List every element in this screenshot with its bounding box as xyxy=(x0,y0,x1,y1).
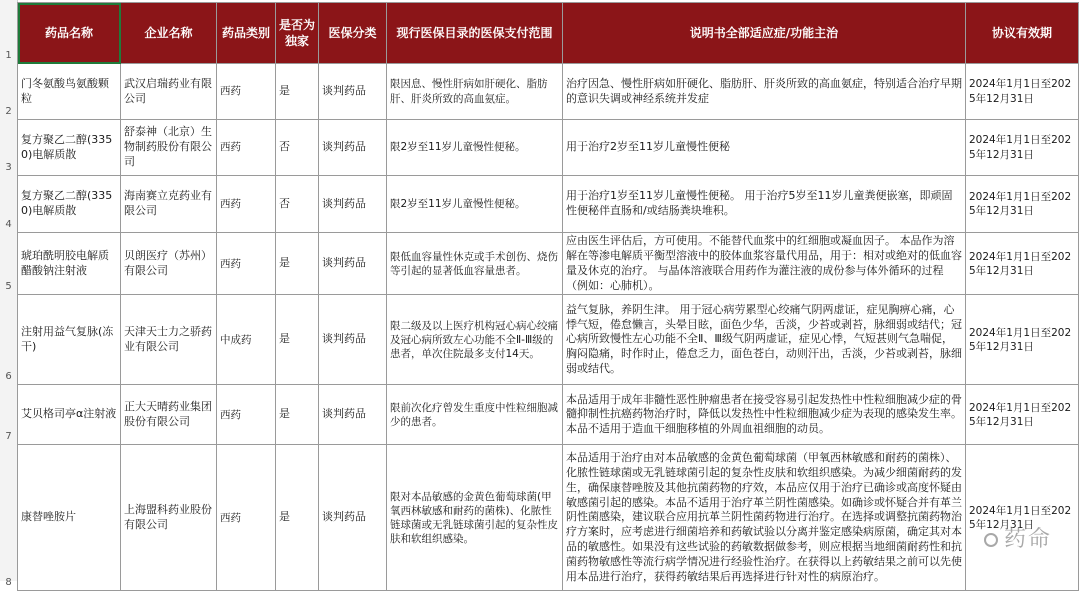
insurance-class-cell[interactable]: 谈判药品 xyxy=(319,120,387,176)
watermark-logo-icon xyxy=(984,533,998,547)
drug-table xyxy=(17,2,1079,591)
watermark xyxy=(984,522,1052,553)
company-cell[interactable]: 天津天士力之骄药业有限公司 xyxy=(121,295,217,385)
validity-period-cell[interactable]: 2024年1月1日至2025年12月31日 xyxy=(966,445,1079,591)
category-cell[interactable]: 西药 xyxy=(217,64,276,120)
exclusive-cell[interactable]: 否 xyxy=(276,176,319,233)
validity-period-cell[interactable]: 2024年1月1日至2025年12月31日 xyxy=(966,385,1079,445)
validity-period-cell[interactable]: 2024年1月1日至2025年12月31日 xyxy=(966,295,1079,385)
category-cell[interactable]: 西药 xyxy=(217,385,276,445)
payment-scope-cell[interactable]: 限低血容量性休克或手术创伤、烧伤等引起的显著低血容量患者。 xyxy=(387,233,563,295)
insurance-class-cell[interactable]: 谈判药品 xyxy=(319,295,387,385)
company-cell[interactable]: 武汉启瑞药业有限公司 xyxy=(121,64,217,120)
insurance-class-cell[interactable]: 谈判药品 xyxy=(319,385,387,445)
exclusive-cell[interactable]: 是 xyxy=(276,64,319,120)
exclusive-cell[interactable]: 是 xyxy=(276,385,319,445)
payment-scope-cell[interactable]: 限2岁至11岁儿童慢性便秘。 xyxy=(387,120,563,176)
column-header[interactable]: 药品名称 xyxy=(18,3,121,64)
table-row[interactable] xyxy=(18,176,1079,233)
indication-cell[interactable]: 本品适用于治疗由对本品敏感的金黄色葡萄球菌（甲氧西林敏感和耐药的菌株）、化脓性链球菌或无乳链球菌引起的复杂性皮肤和软组织感染。为减少细菌耐药的发生，确保康替唑胺及其他抗菌药物的疗效，本品应仅用于治疗已确诊或高度怀疑由敏感菌引起的感染。本品不适用于治疗革兰阴性菌感染。如确诊或怀疑合并有革兰阴性菌感染，建议联合应用抗革兰阴性菌药物进行治疗。在选择或调整抗菌药物治疗方案时，应考虑进行细菌培养和药敏试验以分离并鉴定感染病原菌，确定其对本品的敏感性。如果没有这些试验的药敏数据做参考，则应根据当地细菌耐药性和抗菌药物敏感性等流行病学情况进行经验性治疗。在获得以上药敏结果之前可以先使用本品进行治疗，获得药敏结果后再选择进行针对性的病原治疗。 xyxy=(563,445,966,591)
row-number[interactable]: 1 xyxy=(5,49,12,61)
insurance-class-cell[interactable]: 谈判药品 xyxy=(319,64,387,120)
insurance-class-cell[interactable]: 谈判药品 xyxy=(319,233,387,295)
drug-name-cell[interactable]: 康替唑胺片 xyxy=(18,445,121,591)
exclusive-cell[interactable]: 是 xyxy=(276,295,319,385)
drug-name-cell[interactable]: 注射用益气复脉(冻干) xyxy=(18,295,121,385)
drug-name-cell[interactable]: 琥珀酰明胶电解质醋酸钠注射液 xyxy=(18,233,121,295)
indication-cell[interactable]: 应由医生评估后，方可使用。不能替代血浆中的红细胞或凝血因子。 本品作为溶解在等渗电解质平衡型溶液中的胶体血浆容量代用品，用于：相对或绝对的低血容量及休克的治疗。 与晶体溶液联合用药作为灌注液的成份参与体外循环的过程（例如：心肺机）。 xyxy=(563,233,966,295)
category-cell[interactable]: 西药 xyxy=(217,120,276,176)
row-number[interactable]: 5 xyxy=(5,280,12,292)
table-row[interactable] xyxy=(18,445,1079,591)
payment-scope-cell[interactable]: 限二级及以上医疗机构冠心病心绞痛及冠心病所致左心功能不全Ⅱ-Ⅲ级的患者，单次住院最多支付14天。 xyxy=(387,295,563,385)
column-header[interactable]: 说明书全部适应症/功能主治 xyxy=(563,3,966,64)
company-cell[interactable]: 正大天晴药业集团股份有限公司 xyxy=(121,385,217,445)
column-header[interactable]: 企业名称 xyxy=(121,3,217,64)
table-row[interactable] xyxy=(18,233,1079,295)
table-row[interactable] xyxy=(18,64,1079,120)
exclusive-cell[interactable]: 是 xyxy=(276,233,319,295)
category-cell[interactable]: 西药 xyxy=(217,233,276,295)
indication-cell[interactable]: 治疗因急、慢性肝病如肝硬化、脂肪肝、肝炎所致的高血氨症，特别适合治疗早期的意识失调或神经系统并发症 xyxy=(563,64,966,120)
drug-name-cell[interactable]: 复方聚乙二醇(3350)电解质散 xyxy=(18,120,121,176)
validity-period-cell[interactable]: 2024年1月1日至2025年12月31日 xyxy=(966,176,1079,233)
column-header[interactable]: 药品类别 xyxy=(217,3,276,64)
drug-name-cell[interactable]: 复方聚乙二醇(3350)电解质散 xyxy=(18,176,121,233)
row-number-gutter xyxy=(0,0,18,588)
column-header[interactable]: 现行医保目录的医保支付范围 xyxy=(387,3,563,64)
category-cell[interactable]: 中成药 xyxy=(217,295,276,385)
row-number[interactable]: 2 xyxy=(5,105,12,117)
table-row[interactable] xyxy=(18,385,1079,445)
header-row xyxy=(18,3,1079,64)
drug-name-cell[interactable]: 艾贝格司亭α注射液 xyxy=(18,385,121,445)
validity-period-cell[interactable]: 2024年1月1日至2025年12月31日 xyxy=(966,120,1079,176)
company-cell[interactable]: 海南赛立克药业有限公司 xyxy=(121,176,217,233)
category-cell[interactable]: 西药 xyxy=(217,445,276,591)
insurance-class-cell[interactable]: 谈判药品 xyxy=(319,445,387,591)
row-number[interactable]: 6 xyxy=(5,370,12,382)
payment-scope-cell[interactable]: 限对本品敏感的金黄色葡萄球菌(甲氧西林敏感和耐药的菌株)、化脓性链球菌或无乳链球菌引起的复杂性皮肤和软组织感染。 xyxy=(387,445,563,591)
company-cell[interactable]: 上海盟科药业股份有限公司 xyxy=(121,445,217,591)
row-number[interactable]: 7 xyxy=(5,430,12,442)
indication-cell[interactable]: 用于治疗1岁至11岁儿童慢性便秘。 用于治疗5岁至11岁儿童粪便嵌塞，即顽固性便秘伴直肠和/或结肠粪块堆积。 xyxy=(563,176,966,233)
insurance-class-cell[interactable]: 谈判药品 xyxy=(319,176,387,233)
payment-scope-cell[interactable]: 限因息、慢性肝病如肝硬化、脂肪肝、肝炎所致的高血氨症。 xyxy=(387,64,563,120)
payment-scope-cell[interactable]: 限2岁至11岁儿童慢性便秘。 xyxy=(387,176,563,233)
drug-name-cell[interactable]: 门冬氨酸鸟氨酸颗粒 xyxy=(18,64,121,120)
company-cell[interactable]: 舒泰神（北京）生物制药股份有限公司 xyxy=(121,120,217,176)
exclusive-cell[interactable]: 否 xyxy=(276,120,319,176)
category-cell[interactable]: 西药 xyxy=(217,176,276,233)
validity-period-cell[interactable]: 2024年1月1日至2025年12月31日 xyxy=(966,233,1079,295)
column-header[interactable]: 是否为独家 xyxy=(276,3,319,64)
exclusive-cell[interactable]: 是 xyxy=(276,445,319,591)
table-row[interactable] xyxy=(18,295,1079,385)
company-cell[interactable]: 贝朗医疗（苏州）有限公司 xyxy=(121,233,217,295)
row-number[interactable]: 8 xyxy=(5,576,12,588)
validity-period-cell[interactable]: 2024年1月1日至2025年12月31日 xyxy=(966,64,1079,120)
column-header[interactable]: 医保分类 xyxy=(319,3,387,64)
indication-cell[interactable]: 益气复脉，养阴生津。 用于冠心病劳累型心绞痛气阴两虚证，症见胸痹心痛，心悸气短，倦怠懒言，头晕目眩，面色少华，舌淡，少苔或剥苔，脉细弱或结代；冠心病所致慢性左心功能不全Ⅱ、Ⅲ级气阴两虚证，症见心悸，气短甚则气急喘促，胸闷隐痛，时作时止，倦怠乏力，面色苍白，动则汗出，舌淡，少苔或剥苔，脉细弱或结代。 xyxy=(563,295,966,385)
column-header[interactable]: 协议有效期 xyxy=(966,3,1079,64)
payment-scope-cell[interactable]: 限前次化疗曾发生重度中性粒细胞减少的患者。 xyxy=(387,385,563,445)
row-number[interactable]: 3 xyxy=(5,161,12,173)
row-number[interactable]: 4 xyxy=(5,218,12,230)
table-row[interactable] xyxy=(18,120,1079,176)
watermark-text: 药命 xyxy=(1003,527,1052,552)
indication-cell[interactable]: 用于治疗2岁至11岁儿童慢性便秘 xyxy=(563,120,966,176)
indication-cell[interactable]: 本品适用于成年非髓性恶性肿瘤患者在接受容易引起发热性中性粒细胞减少症的骨髓抑制性抗癌药物治疗时，降低以发热性中性粒细胞减少症为表现的感染发生率。本品不适用于造血干细胞移植的外周血祖细胞的动员。 xyxy=(563,385,966,445)
